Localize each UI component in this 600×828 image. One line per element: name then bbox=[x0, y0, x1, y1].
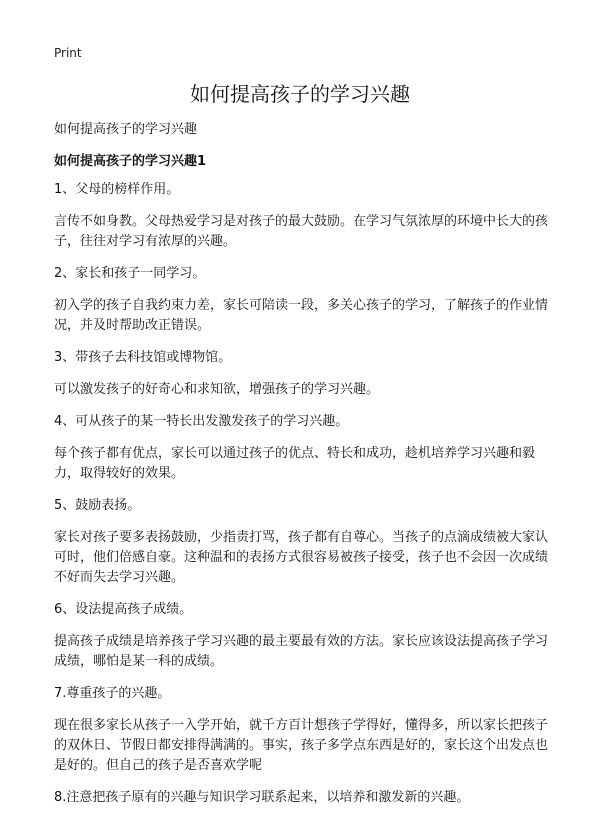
item-body: 现在很多家长从孩子一入学开始，就千方百计想孩子学得好，懂得多，所以家长把孩子的双休日、节假日都安排得满满的。事实，孩子多学点东西是好的，家长这个出发点也是好的。但自己的孩子是否喜欢学呢 bbox=[54, 718, 549, 773]
list-item bbox=[54, 684, 554, 776]
list-item bbox=[54, 496, 554, 588]
item-title: 8.注意把孩子原有的兴趣与知识学习联系起来，以培养和激发新的兴趣。 bbox=[54, 790, 470, 805]
item-title: 7.尊重孩子的兴趣。 bbox=[54, 686, 171, 701]
item-body: 言传不如身教。父母热爱学习是对孩子的最大鼓励。在学习气氛浓厚的环境中长大的孩子，往往对学习有浓厚的兴趣。 bbox=[54, 214, 549, 249]
item-title: 6、设法提高孩子成绩。 bbox=[54, 602, 193, 617]
item-body: 每个孩子都有优点，家长可以通过孩子的优点、特长和成功，趁机培养学习兴趣和毅力，取得较好的效果。 bbox=[54, 446, 536, 481]
item-body: 提高孩子成绩是培养孩子学习兴趣的最主要最有效的方法。家长应该设法提高孩子学习成绩，哪怕是某一科的成绩。 bbox=[54, 634, 549, 669]
page-title: 如何提高孩子的学习兴趣 bbox=[190, 82, 410, 106]
list-item bbox=[54, 180, 554, 252]
list-item bbox=[54, 264, 554, 336]
article-content bbox=[54, 180, 554, 820]
list-item bbox=[54, 600, 554, 672]
item-title: 2、家长和孩子一同学习。 bbox=[54, 266, 206, 281]
item-body: 家长对孩子要多表扬鼓励，少指责打骂，孩子都有自尊心。当孩子的点滴成绩被大家认可时，他们倍感自豪。这种温和的表扬方式很容易被孩子接受，孩子也不会因一次成绩不好而失去学习兴趣。 bbox=[54, 530, 549, 585]
section-heading: 如何提高孩子的学习兴趣1 bbox=[54, 154, 207, 169]
item-title: 5、鼓励表扬。 bbox=[54, 498, 141, 513]
item-title: 4、可从孩子的某一特长出发激发孩子的学习兴趣。 bbox=[54, 414, 349, 429]
list-item bbox=[54, 412, 554, 484]
item-title: 3、带孩子去科技馆或博物馆。 bbox=[54, 350, 232, 365]
item-title: 1、父母的榜样作用。 bbox=[54, 182, 180, 197]
document-subtitle: 如何提高孩子的学习兴趣 bbox=[54, 122, 198, 137]
print-label: Print bbox=[54, 46, 82, 60]
list-item bbox=[54, 348, 554, 400]
item-body: 初入学的孩子自我约束力差，家长可陪读一段，多关心孩子的学习，了解孩子的作业情况，并及时帮助改正错误。 bbox=[54, 298, 549, 333]
item-body: 可以激发孩子的好奇心和求知欲，增强孩子的学习兴趣。 bbox=[54, 382, 380, 397]
list-item bbox=[54, 788, 554, 808]
